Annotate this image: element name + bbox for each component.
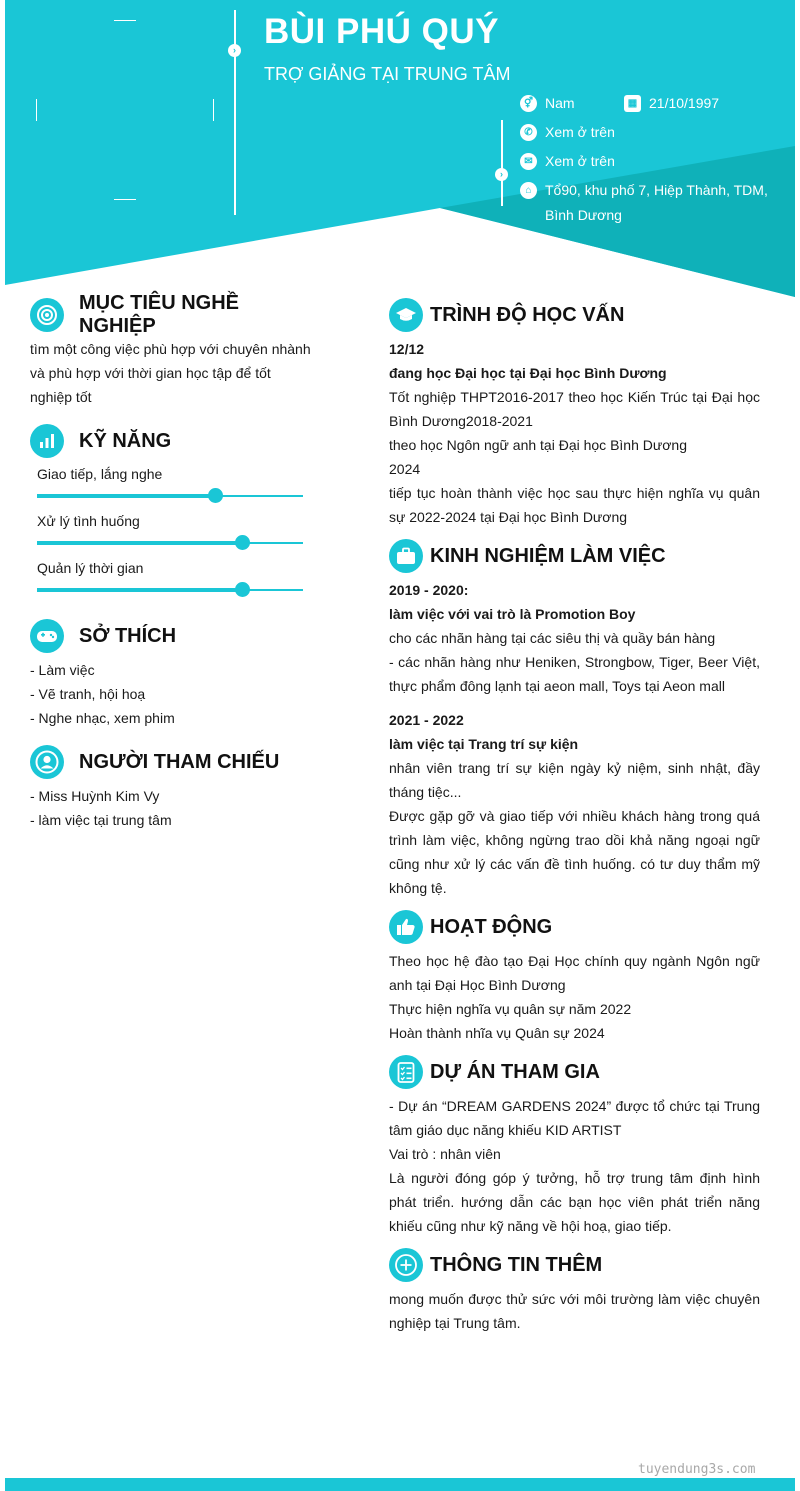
skill-name: Xử lý tình huống <box>37 513 140 529</box>
hobby-item: - Nghe nhạc, xem phim <box>30 710 175 726</box>
education-line: 2024 <box>389 461 421 477</box>
resume-header <box>0 0 800 300</box>
additional-info-title: THÔNG TIN THÊM <box>430 1253 603 1276</box>
reference-item: - làm việc tại trung tâm <box>30 812 172 828</box>
skill-level-knob <box>235 582 250 597</box>
hobby-item: - Làm việc <box>30 662 95 678</box>
timeline-divider <box>501 120 503 206</box>
gender-info <box>520 91 575 116</box>
job-detail: Được gặp gỡ và giao tiếp với nhiều khách hàng trong quá trình làm việc, không ngừng trao dồi khả năng ngoại ngữ cũng như xử lý các vấn đề tình huống. có tư duy thẩm mỹ không tệ. <box>389 808 760 896</box>
objective-text: tìm một công việc phù hợp với chuyên nhành và phù hợp với thời gian học tập để tốt nghiệp tốt <box>30 341 311 405</box>
projects-title: DỰ ÁN THAM GIA <box>430 1060 600 1083</box>
objective-title: MỤC TIÊU NGHỀ NGHIỆP <box>79 292 239 337</box>
activities-section <box>389 909 760 1045</box>
hobbies-section <box>30 618 315 730</box>
address-value: Tổ90, khu phố 7, Hiệp Thành, TDM, Bình Dương <box>545 182 768 223</box>
hobby-item: - Vẽ tranh, hội hoạ <box>30 686 146 702</box>
skill-name: Giao tiếp, lắng nghe <box>37 466 163 482</box>
chevron-right-icon: › <box>495 168 508 181</box>
education-line: theo học Ngôn ngữ anh tại Đại học Bình Dương <box>389 437 687 453</box>
references-title: NGƯỜI THAM CHIẾU <box>79 750 280 773</box>
address-info <box>520 178 770 228</box>
experience-section <box>389 538 760 900</box>
activity-item: Theo học hệ đào tạo Đại Học chính quy ngành Ngôn ngữ anh tại Đại Học Bình Dương <box>389 953 760 993</box>
education-section <box>389 297 760 529</box>
references-section <box>30 744 315 832</box>
calendar-icon: ▦ <box>624 95 641 112</box>
job-detail: - các nhãn hàng như Heniken, Strongbow, Tiger, Beer Việt, thực phẩm đông lạnh tại aeon mall, Toys tại Aeon mall <box>389 654 760 694</box>
job-period: 2021 - 2022 <box>389 712 464 728</box>
user-icon <box>30 745 64 779</box>
avatar-placeholder-frame <box>36 20 214 200</box>
email-icon: ✉ <box>520 153 537 170</box>
skill-level-fill <box>37 494 215 498</box>
graduation-cap-icon <box>389 298 423 332</box>
skill-level-fill <box>37 588 242 592</box>
experience-title: KINH NGHIỆM LÀM VIỆC <box>430 544 666 567</box>
footer-bar <box>5 1478 795 1491</box>
education-date: 12/12 <box>389 341 425 357</box>
job-title: TRỢ GIẢNG TẠI TRUNG TÂM <box>264 64 511 84</box>
skills-title: KỸ NĂNG <box>79 429 172 452</box>
activities-title: HOẠT ĐỘNG <box>430 915 553 938</box>
additional-info-section <box>389 1247 760 1335</box>
checklist-icon <box>389 1055 423 1089</box>
activity-item: Hoàn thành nhĩa vụ Quân sự 2024 <box>389 1025 605 1041</box>
project-line: - Dự án “DREAM GARDENS 2024” được tổ chức tại Trung tâm giáo dục năng khiếu KID ARTIST <box>389 1098 760 1138</box>
phone-value: Xem ở trên <box>545 124 615 140</box>
job-detail: nhân viên trang trí sự kiện ngày kỷ niệm, sinh nhật, đầy tháng tiệc... <box>389 760 760 800</box>
job-role: làm việc tại Trang trí sự kiện <box>389 736 579 752</box>
watermark: tuyendung3s.com <box>638 1462 756 1477</box>
education-line: tiếp tục hoàn thành việc học sau thực hiện nghĩa vụ quân sự 2022-2024 tại Đại học Bình Dương <box>389 485 760 525</box>
skill-row <box>0 511 320 558</box>
thumbs-up-icon <box>389 910 423 944</box>
phone-info <box>520 120 615 145</box>
gender-icon: ⚥ <box>520 95 537 112</box>
home-icon: ⌂ <box>520 182 537 199</box>
timeline-divider <box>234 10 236 215</box>
birthday-value: 21/10/1997 <box>649 95 720 111</box>
gender-value: Nam <box>545 95 575 111</box>
job-detail: cho các nhãn hàng tại các siêu thị và quầy bán hàng <box>389 630 716 646</box>
bar-chart-icon <box>30 424 64 458</box>
hobbies-title: SỞ THÍCH <box>79 624 177 647</box>
plus-circle-icon <box>389 1248 423 1282</box>
skill-level-bar <box>37 589 303 591</box>
chevron-right-icon: › <box>228 44 241 57</box>
skill-level-knob <box>235 535 250 550</box>
skill-row <box>0 558 320 605</box>
project-line: Là người đóng góp ý tưởng, hỗ trợ trung tâm định hình phát triển. hướng dẫn các bạn học viên phát triển năng khiếu cũng như kỹ năng về hội hoạ, giao tiếp. <box>389 1170 760 1234</box>
phone-icon: ✆ <box>520 124 537 141</box>
gamepad-icon <box>30 619 64 653</box>
skill-name: Quản lý thời gian <box>37 560 144 576</box>
projects-section <box>389 1054 760 1238</box>
skill-level-bar <box>37 542 303 544</box>
skill-level-fill <box>37 541 242 545</box>
candidate-name: BÙI PHÚ QUÝ <box>264 12 499 51</box>
skill-level-knob <box>208 488 223 503</box>
project-line: Vai trò : nhân viên <box>389 1146 501 1162</box>
birthday-info <box>624 91 719 116</box>
objective-section <box>30 292 315 409</box>
reference-item: - Miss Huỳnh Kim Vy <box>30 788 160 804</box>
education-school: đang học Đại học tại Đại học Bình Dương <box>389 365 667 381</box>
job-period: 2019 - 2020: <box>389 582 469 598</box>
briefcase-icon <box>389 539 423 573</box>
education-line: Tốt nghiệp THPT2016-2017 theo học Kiến Trúc tại Đại học Bình Dương2018-2021 <box>389 389 760 429</box>
skills-section <box>30 423 320 605</box>
email-info <box>520 149 615 174</box>
email-value: Xem ở trên <box>545 153 615 169</box>
job-role: làm việc với vai trò là Promotion Boy <box>389 606 636 622</box>
additional-info-text: mong muốn được thử sức với môi trường làm việc chuyên nghiệp tại Trung tâm. <box>389 1291 760 1331</box>
activity-item: Thực hiện nghĩa vụ quân sự năm 2022 <box>389 1001 632 1017</box>
skill-level-bar <box>37 495 303 497</box>
education-title: TRÌNH ĐỘ HỌC VẤN <box>430 303 625 326</box>
target-icon <box>30 298 64 332</box>
skill-row <box>0 464 320 511</box>
